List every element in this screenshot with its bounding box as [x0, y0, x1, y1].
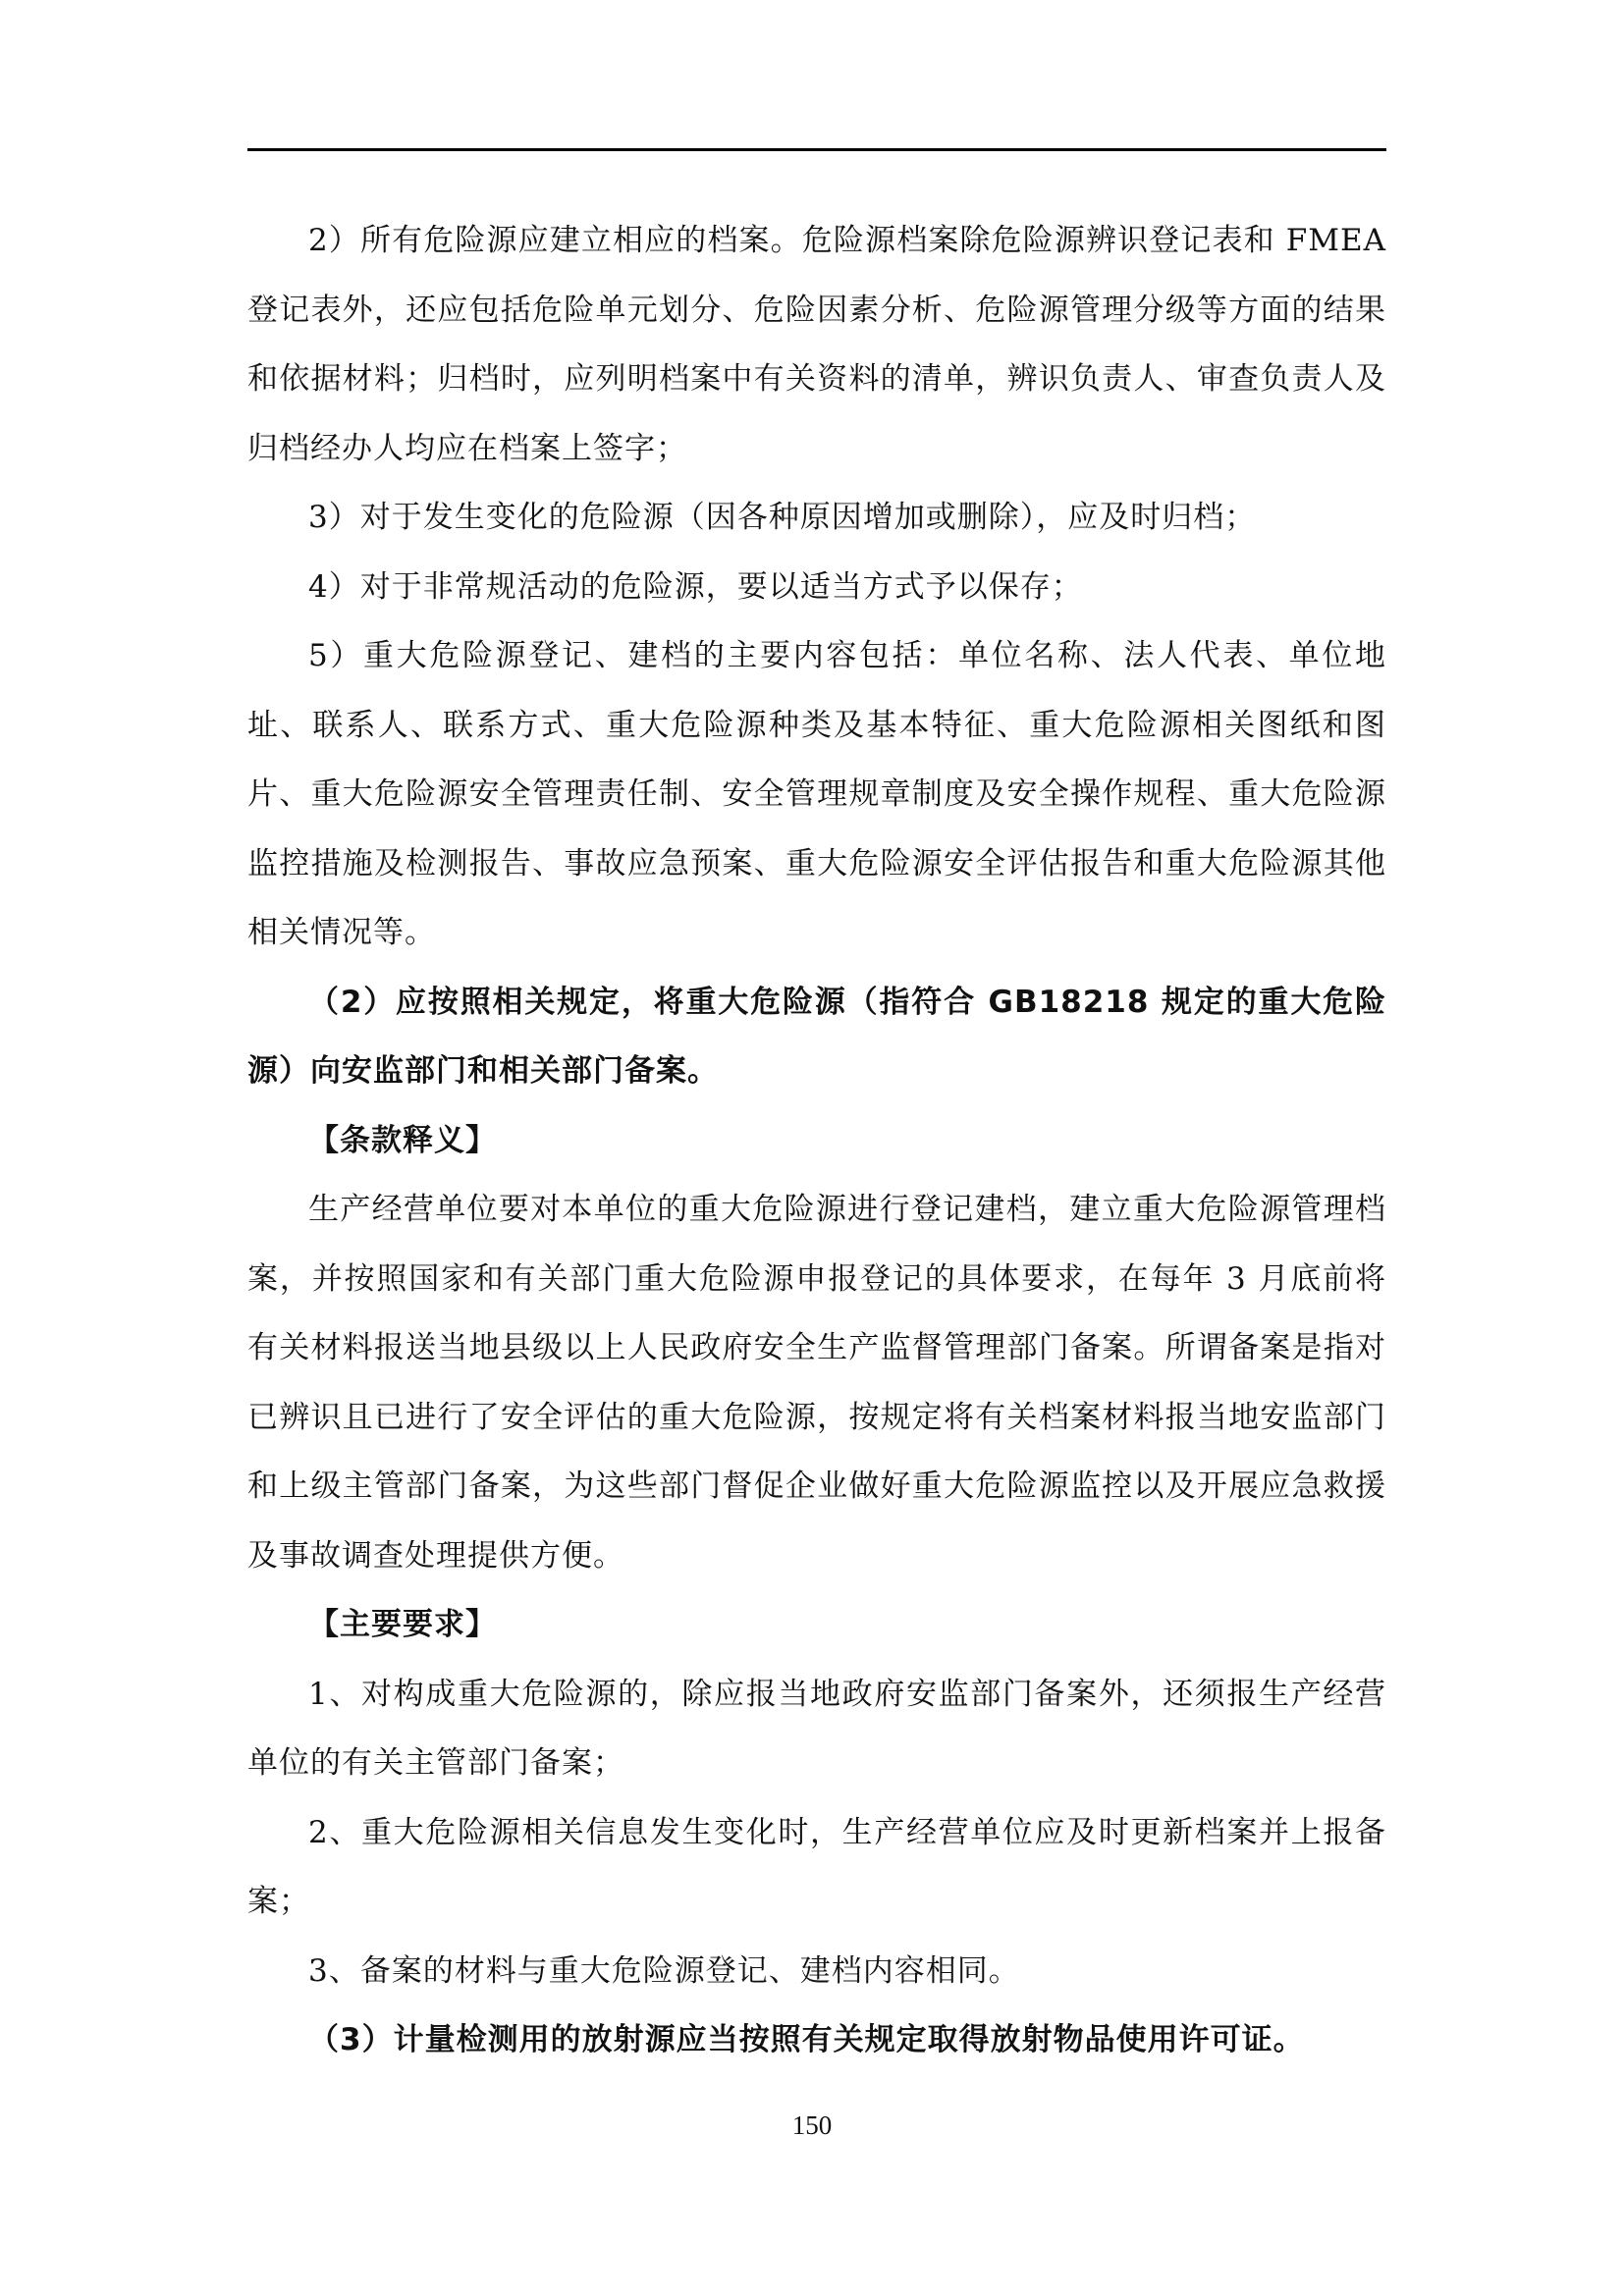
page-number: 150	[791, 2110, 833, 2140]
paragraph-irregular-activities: 4）对于非常规活动的危险源，要以适当方式予以保存；	[308, 568, 1083, 605]
document-body	[247, 206, 1386, 2075]
paragraph-archive-requirements: 2）所有危险源应建立相应的档案。危险源档案除危险源辨识登记表和 FMEA 登记表外，还应包括危险单元划分、危险因素分析、危险源管理分级等方面的结果和依据材料；归档时，应列明档案中有关资料的清单，辨识负责人、审查负责人及归档经办人均应在档案上签字；	[247, 223, 1386, 466]
section-heading-main-requirements: 【主要要求】	[308, 1607, 497, 1642]
paragraph-changed-hazards: 3）对于发生变化的危险源（因各种原因增加或删除），应及时归档；	[308, 500, 1257, 535]
paragraph-registration-contents: 5）重大危险源登记、建档的主要内容包括：单位名称、法人代表、单位地址、联系人、联系方式、重大危险源种类及基本特征、重大危险源相关图纸和图片、重大危险源安全管理责任制、安全管理规章制度及安全操作规程、重大危险源监控措施及检测报告、事故应急预案、重大危险源安全评估报告和重大危险源其他相关情况等。	[247, 638, 1386, 950]
section-heading-clause-interpretation: 【条款释义】	[308, 1122, 497, 1158]
header-rule	[247, 148, 1386, 151]
clause-3-radiation-source: （3）计量检测用的放射源应当按照有关规定取得放射物品使用许可证。	[308, 2022, 1305, 2057]
requirement-item-1: 1、对构成重大危险源的，除应报当地政府安监部门备案外，还须报生产经营单位的有关主管部门备案；	[247, 1676, 1386, 1781]
requirement-item-2: 2、重大危险源相关信息发生变化时，生产经营单位应及时更新档案并上报备案；	[247, 1814, 1386, 1919]
paragraph-interpretation: 生产经营单位要对本单位的重大危险源进行登记建档，建立重大危险源管理档案，并按照国家和有关部门重大危险源申报登记的具体要求，在每年 3 月底前将有关材料报送当地县级以上人民政府安全生产监督管理部门备案。所谓备案是指对已辨识且已进行了安全评估的重大危险源，按规定将有关档案材料报当地安监部门和上级主管部门备案，为这些部门督促企业做好重大危险源监控以及开展应急救援及事故调查处理提供方便。	[247, 1192, 1386, 1574]
clause-2-filing: （2）应按照相关规定，将重大危险源（指符合 GB18218 规定的重大危险源）向安监部门和相关部门备案。	[247, 984, 1386, 1089]
requirement-item-3: 3、备案的材料与重大危险源登记、建档内容相同。	[308, 1952, 1020, 1989]
